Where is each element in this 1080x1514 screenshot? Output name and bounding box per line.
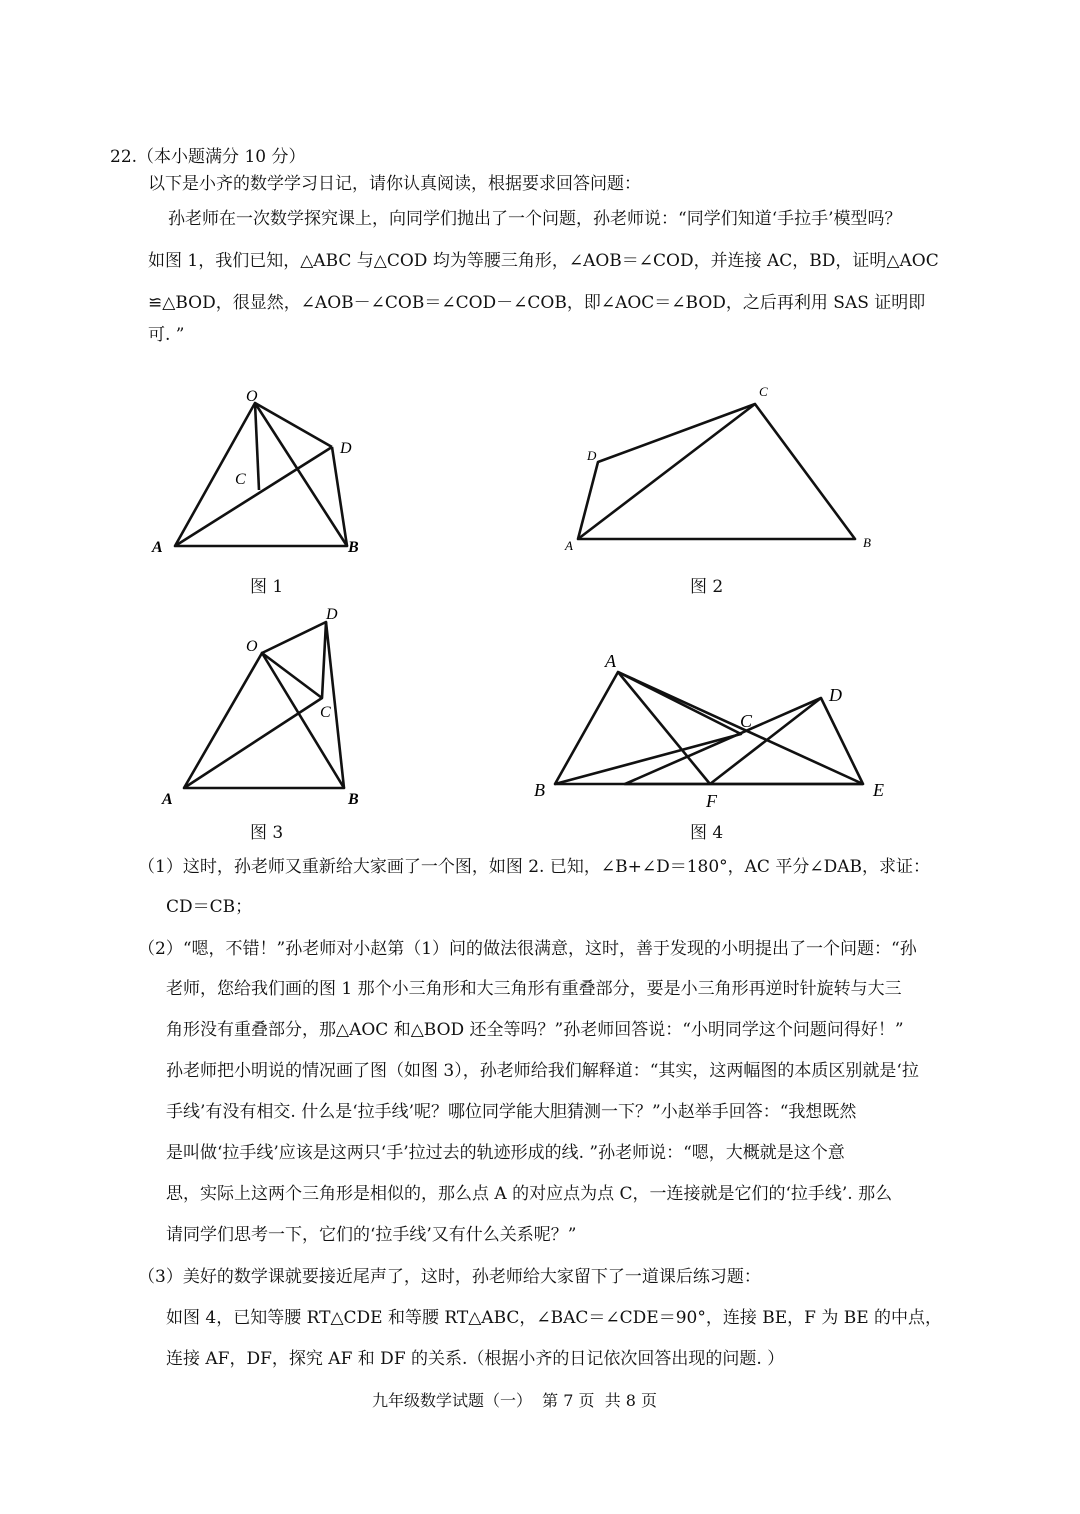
segment-df xyxy=(710,698,821,784)
label-a: A xyxy=(565,538,573,553)
part-2-line: 老师，您给我们画的图 1 那个小三角形和大三角形有重叠部分，要是小三角形再逆时针旋转与大三 xyxy=(166,979,902,999)
part-3-line: 连接 AF，DF，探究 AF 和 DF 的关系.（根据小齐的日记依次回答出现的问题. ） xyxy=(166,1349,785,1369)
part-2-line: 孙老师把小明说的情况画了图（如图 3），孙老师给我们解释道：“其实，这两幅图的本质区别就是‘拉 xyxy=(166,1061,919,1081)
story-line: 如图 1，我们已知，△ABC 与△COD 均为等腰三角形，∠AOB＝∠COD，并连接 AC，BD，证明△AOC xyxy=(148,251,939,271)
segment-ac xyxy=(184,698,322,788)
story-line: 孙老师在一次数学探究课上，向同学们抛出了一个问题，孙老师说：“同学们知道‘手拉手’模型吗？ xyxy=(168,209,902,229)
page-footer: 九年级数学试题（一） 第 7 页 共 8 页 xyxy=(372,1391,658,1410)
label-a: A xyxy=(162,791,173,808)
label-o: O xyxy=(246,388,258,405)
segment-oc xyxy=(255,403,259,490)
label-d: D xyxy=(587,448,597,463)
part-1-line: CD＝CB； xyxy=(166,897,253,917)
label-c: C xyxy=(320,704,331,721)
diagonal-ac xyxy=(578,404,755,539)
triangle-ocd xyxy=(262,622,326,698)
label-f: F xyxy=(706,791,717,811)
story-line: 可. ” xyxy=(148,325,185,345)
label-b: B xyxy=(534,780,545,800)
label-c: C xyxy=(235,471,246,488)
triangle-abc xyxy=(555,672,741,784)
label-a: A xyxy=(605,651,616,671)
figure-2-caption: 图 2 xyxy=(690,577,724,597)
label-b: B xyxy=(348,539,359,556)
label-b: B xyxy=(348,791,359,808)
part-2-line: 是叫做‘拉手线’应该是这两只‘手’拉过去的轨迹形成的线. ”孙老师说：“嗯，大概就是这个意 xyxy=(166,1143,845,1163)
label-c: C xyxy=(740,711,753,731)
label-d: D xyxy=(829,685,842,705)
segment-ac xyxy=(175,447,332,546)
label-e: E xyxy=(873,780,884,800)
figure-3 xyxy=(150,600,380,810)
figure-4 xyxy=(525,645,905,820)
figure-2 xyxy=(555,378,885,558)
part-3-line: （3）美好的数学课就要接近尾声了，这时，孙老师给大家留下了一道课后练习题： xyxy=(138,1267,761,1287)
segment-od xyxy=(255,403,332,447)
triangle-aob xyxy=(175,403,347,546)
part-2-line: （2）“嗯，不错！”孙老师对小赵第（1）问的做法很满意，这时，善于发现的小明提出了一个问题：“孙 xyxy=(138,939,917,959)
question-intro: 以下是小齐的数学学习日记，请你认真阅读，根据要求回答问题： xyxy=(148,174,641,194)
part-2-line: 请同学们思考一下，它们的‘拉手线’又有什么关系呢？” xyxy=(166,1225,577,1245)
label-d: D xyxy=(340,440,352,457)
figure-3-caption: 图 3 xyxy=(250,823,284,843)
part-2-line: 手线’有没有相交. 什么是‘拉手线’呢？哪位同学能大胆猜测一下？”小赵举手回答：“我想既然 xyxy=(166,1102,857,1122)
story-line: ≌△BOD，很显然，∠AOB－∠COB＝∠COD－∠COB，即∠AOC＝∠BOD，之后再利用 SAS 证明即 xyxy=(148,293,926,313)
part-1-line: （1）这时，孙老师又重新给大家画了一个图，如图 2. 已知，∠B+∠D＝180°，AC 平分∠DAB，求证： xyxy=(138,857,930,877)
label-o: O xyxy=(246,638,258,655)
label-a: A xyxy=(152,539,163,556)
part-2-line: 角形没有重叠部分，那△AOC 和△BOD 还全等吗？”孙老师回答说：“小明同学这个问题问得好！” xyxy=(166,1020,904,1040)
label-c: C xyxy=(759,384,768,399)
quadrilateral-abcd xyxy=(578,404,855,539)
label-b: B xyxy=(863,535,871,550)
part-3-line: 如图 4，已知等腰 RT△CDE 和等腰 RT△ABC，∠BAC＝∠CDE＝90°，连接 BE，F 为 BE 的中点， xyxy=(166,1308,943,1328)
question-heading: 22.（本小题满分 10 分） xyxy=(110,147,306,167)
part-2-line: 思，实际上这两个三角形是相似的，那么点 A 的对应点为点 C，一连接就是它们的‘拉手线’. 那么 xyxy=(166,1184,893,1204)
label-d: D xyxy=(326,606,338,623)
figure-1-caption: 图 1 xyxy=(250,577,284,597)
figure-1 xyxy=(140,380,380,570)
segment-bd xyxy=(332,447,347,546)
figure-4-caption: 图 4 xyxy=(690,823,724,843)
